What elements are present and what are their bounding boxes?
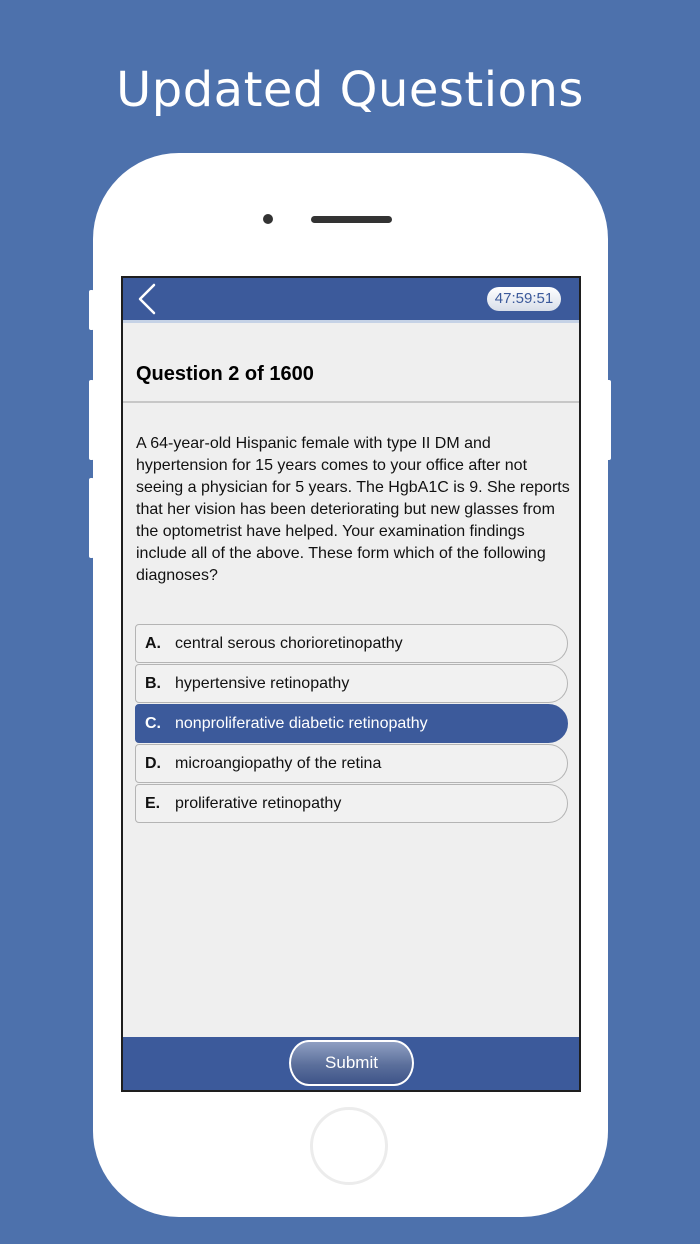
option-letter: E.	[145, 795, 161, 812]
back-button[interactable]	[133, 282, 163, 316]
option-letter: C.	[145, 715, 161, 732]
submit-button[interactable]: Submit	[289, 1040, 414, 1086]
app-screen	[121, 276, 581, 1092]
answer-option-e[interactable]	[135, 784, 568, 823]
option-letter: A.	[145, 635, 161, 652]
answer-options	[135, 624, 568, 824]
option-text: proliferative retinopathy	[175, 795, 342, 812]
home-button[interactable]	[310, 1107, 388, 1185]
option-text: hypertensive retinopathy	[175, 675, 350, 692]
nav-bar	[123, 278, 579, 323]
option-text: central serous chorioretinopathy	[175, 635, 403, 652]
front-camera	[263, 214, 273, 224]
question-header	[123, 323, 579, 403]
answer-option-d[interactable]	[135, 744, 568, 783]
bottom-bar	[123, 1037, 579, 1090]
exam-timer: 47:59:51	[487, 287, 561, 311]
question-counter: Question 2 of 1600	[136, 363, 314, 385]
chevron-left-icon	[133, 282, 163, 316]
answer-option-a[interactable]	[135, 624, 568, 663]
earpiece-speaker	[311, 216, 392, 223]
answer-option-b[interactable]	[135, 664, 568, 703]
answer-option-c[interactable]	[135, 704, 568, 743]
option-letter: D.	[145, 755, 161, 772]
promo-headline: Updated Questions	[116, 62, 584, 118]
option-text: nonproliferative diabetic retinopathy	[175, 715, 428, 732]
option-letter: B.	[145, 675, 161, 692]
question-text: A 64-year-old Hispanic female with type II DM and hypertension for 15 years comes to your office after not seeing a physician for 5 years. The HgbA1C is 9. She reports that her vision has been deteriorating but new glasses from the optometrist have helped. Your examination findings include all of the above. These form which of the following diagnoses?	[136, 435, 570, 584]
option-text: microangiopathy of the retina	[175, 755, 382, 772]
